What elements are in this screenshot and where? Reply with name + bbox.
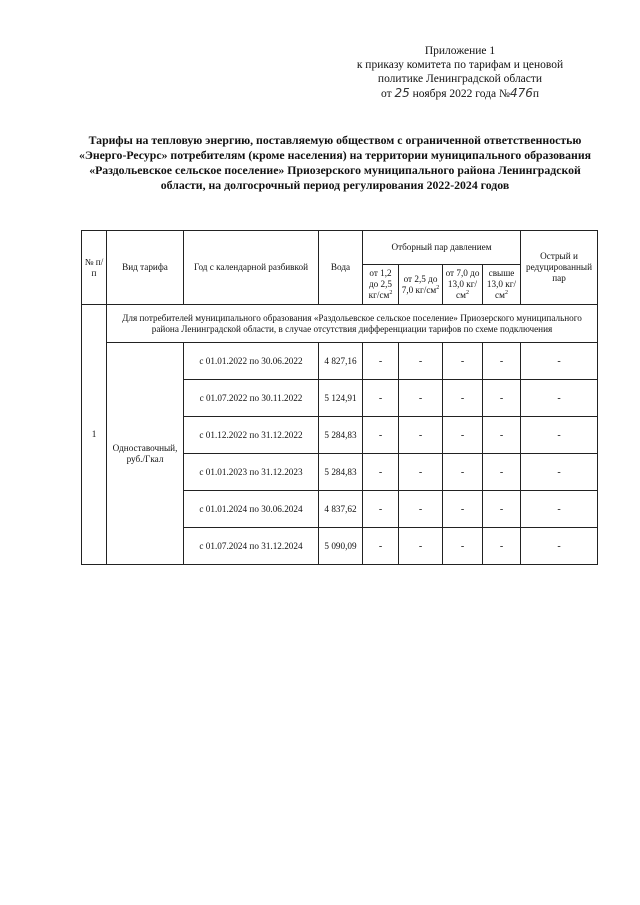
- dash-cell: -: [363, 528, 399, 565]
- dash-cell: -: [363, 380, 399, 417]
- header-water: Вода: [319, 231, 363, 305]
- section-text: Для потребителей муниципального образования «Раздольевское сельское поселение» Приозерского муниципального района Ленинградской области, в случае отсутствия дифференциации тарифов по схеме подключения: [107, 305, 598, 343]
- handwritten-number: 476: [509, 86, 533, 100]
- section-row: [82, 305, 598, 343]
- header-steam-3: от 7,0 до 13,0 $кг/см^2$: [443, 265, 483, 305]
- dash-cell: -: [521, 417, 598, 454]
- dash-cell: -: [443, 528, 483, 565]
- dash-cell: -: [483, 491, 521, 528]
- number-suffix: п: [532, 88, 539, 100]
- dash-cell: -: [399, 417, 443, 454]
- appendix-block: [340, 44, 580, 101]
- period-cell: с 01.01.2023 по 31.12.2023: [184, 454, 319, 491]
- dash-cell: -: [521, 528, 598, 565]
- section-num: 1: [82, 305, 107, 565]
- period-cell: с 01.12.2022 по 31.12.2022: [184, 417, 319, 454]
- dash-cell: -: [521, 491, 598, 528]
- document-title: Тарифы на тепловую энергию, поставляемую обществом с ограниченной ответственностью «Энерго-Ресурс» потребителям (кроме населения) на территории муниципального образования «Раздольевское сельское поселение» Приозерского муниципального района Ленинградской области, на долгосрочный период регулирования 2022-2024 годов: [78, 133, 592, 192]
- dash-cell: -: [483, 417, 521, 454]
- dash-cell: -: [443, 454, 483, 491]
- dash-cell: -: [521, 454, 598, 491]
- dash-cell: -: [483, 528, 521, 565]
- dash-cell: -: [521, 343, 598, 380]
- period-cell: с 01.07.2022 по 30.11.2022: [184, 380, 319, 417]
- appendix-date-line: [340, 86, 580, 101]
- header-sharp-steam: Острый и редуцированный пар: [521, 231, 598, 305]
- period-cell: с 01.01.2022 по 30.06.2022: [184, 343, 319, 380]
- dash-cell: -: [363, 343, 399, 380]
- dash-cell: -: [521, 380, 598, 417]
- header-year: Год с календарной разбивкой: [184, 231, 319, 305]
- header-steam-2: от 2,5 до 7,0 $кг/см^2$: [399, 265, 443, 305]
- appendix-line-2: к приказу комитета по тарифам и ценовой: [356, 59, 564, 71]
- header-steam-group: Отборный пар давлением: [363, 231, 521, 265]
- dash-cell: -: [399, 491, 443, 528]
- dash-cell: -: [483, 380, 521, 417]
- date-middle: ноября 2022 года №: [412, 88, 510, 100]
- dash-cell: -: [443, 417, 483, 454]
- dash-cell: -: [483, 454, 521, 491]
- appendix-line-3: политике Ленинградской области: [377, 73, 543, 85]
- dash-cell: -: [399, 454, 443, 491]
- header-tariff-type: Вид тарифа: [107, 231, 184, 305]
- period-cell: с 01.01.2024 по 30.06.2024: [184, 491, 319, 528]
- water-cell: 4 827,16: [319, 343, 363, 380]
- header-steam-1: от 1,2 до 2,5 $кг/см^2$: [363, 265, 399, 305]
- header-num: № п/п: [82, 231, 107, 305]
- water-cell: 5 284,83: [319, 417, 363, 454]
- header-steam-4: свыше 13,0 $кг/см^2$: [483, 265, 521, 305]
- dash-cell: -: [363, 454, 399, 491]
- handwritten-day: 25: [394, 86, 410, 100]
- dash-cell: -: [363, 491, 399, 528]
- water-cell: 4 837,62: [319, 491, 363, 528]
- appendix-line-1: Приложение 1: [424, 45, 496, 57]
- dash-cell: -: [443, 491, 483, 528]
- tariff-label: Одноставочный, руб./Гкал: [107, 343, 184, 565]
- dash-cell: -: [399, 343, 443, 380]
- header-row-1: [82, 231, 598, 265]
- tariff-table: [81, 230, 598, 565]
- dash-cell: -: [399, 528, 443, 565]
- period-cell: с 01.07.2024 по 31.12.2024: [184, 528, 319, 565]
- dash-cell: -: [443, 380, 483, 417]
- water-cell: 5 090,09: [319, 528, 363, 565]
- dash-cell: -: [363, 417, 399, 454]
- date-prefix: от: [381, 88, 392, 100]
- water-cell: 5 124,91: [319, 380, 363, 417]
- water-cell: 5 284,83: [319, 454, 363, 491]
- dash-cell: -: [443, 343, 483, 380]
- dash-cell: -: [483, 343, 521, 380]
- table-row: [82, 343, 598, 380]
- dash-cell: -: [399, 380, 443, 417]
